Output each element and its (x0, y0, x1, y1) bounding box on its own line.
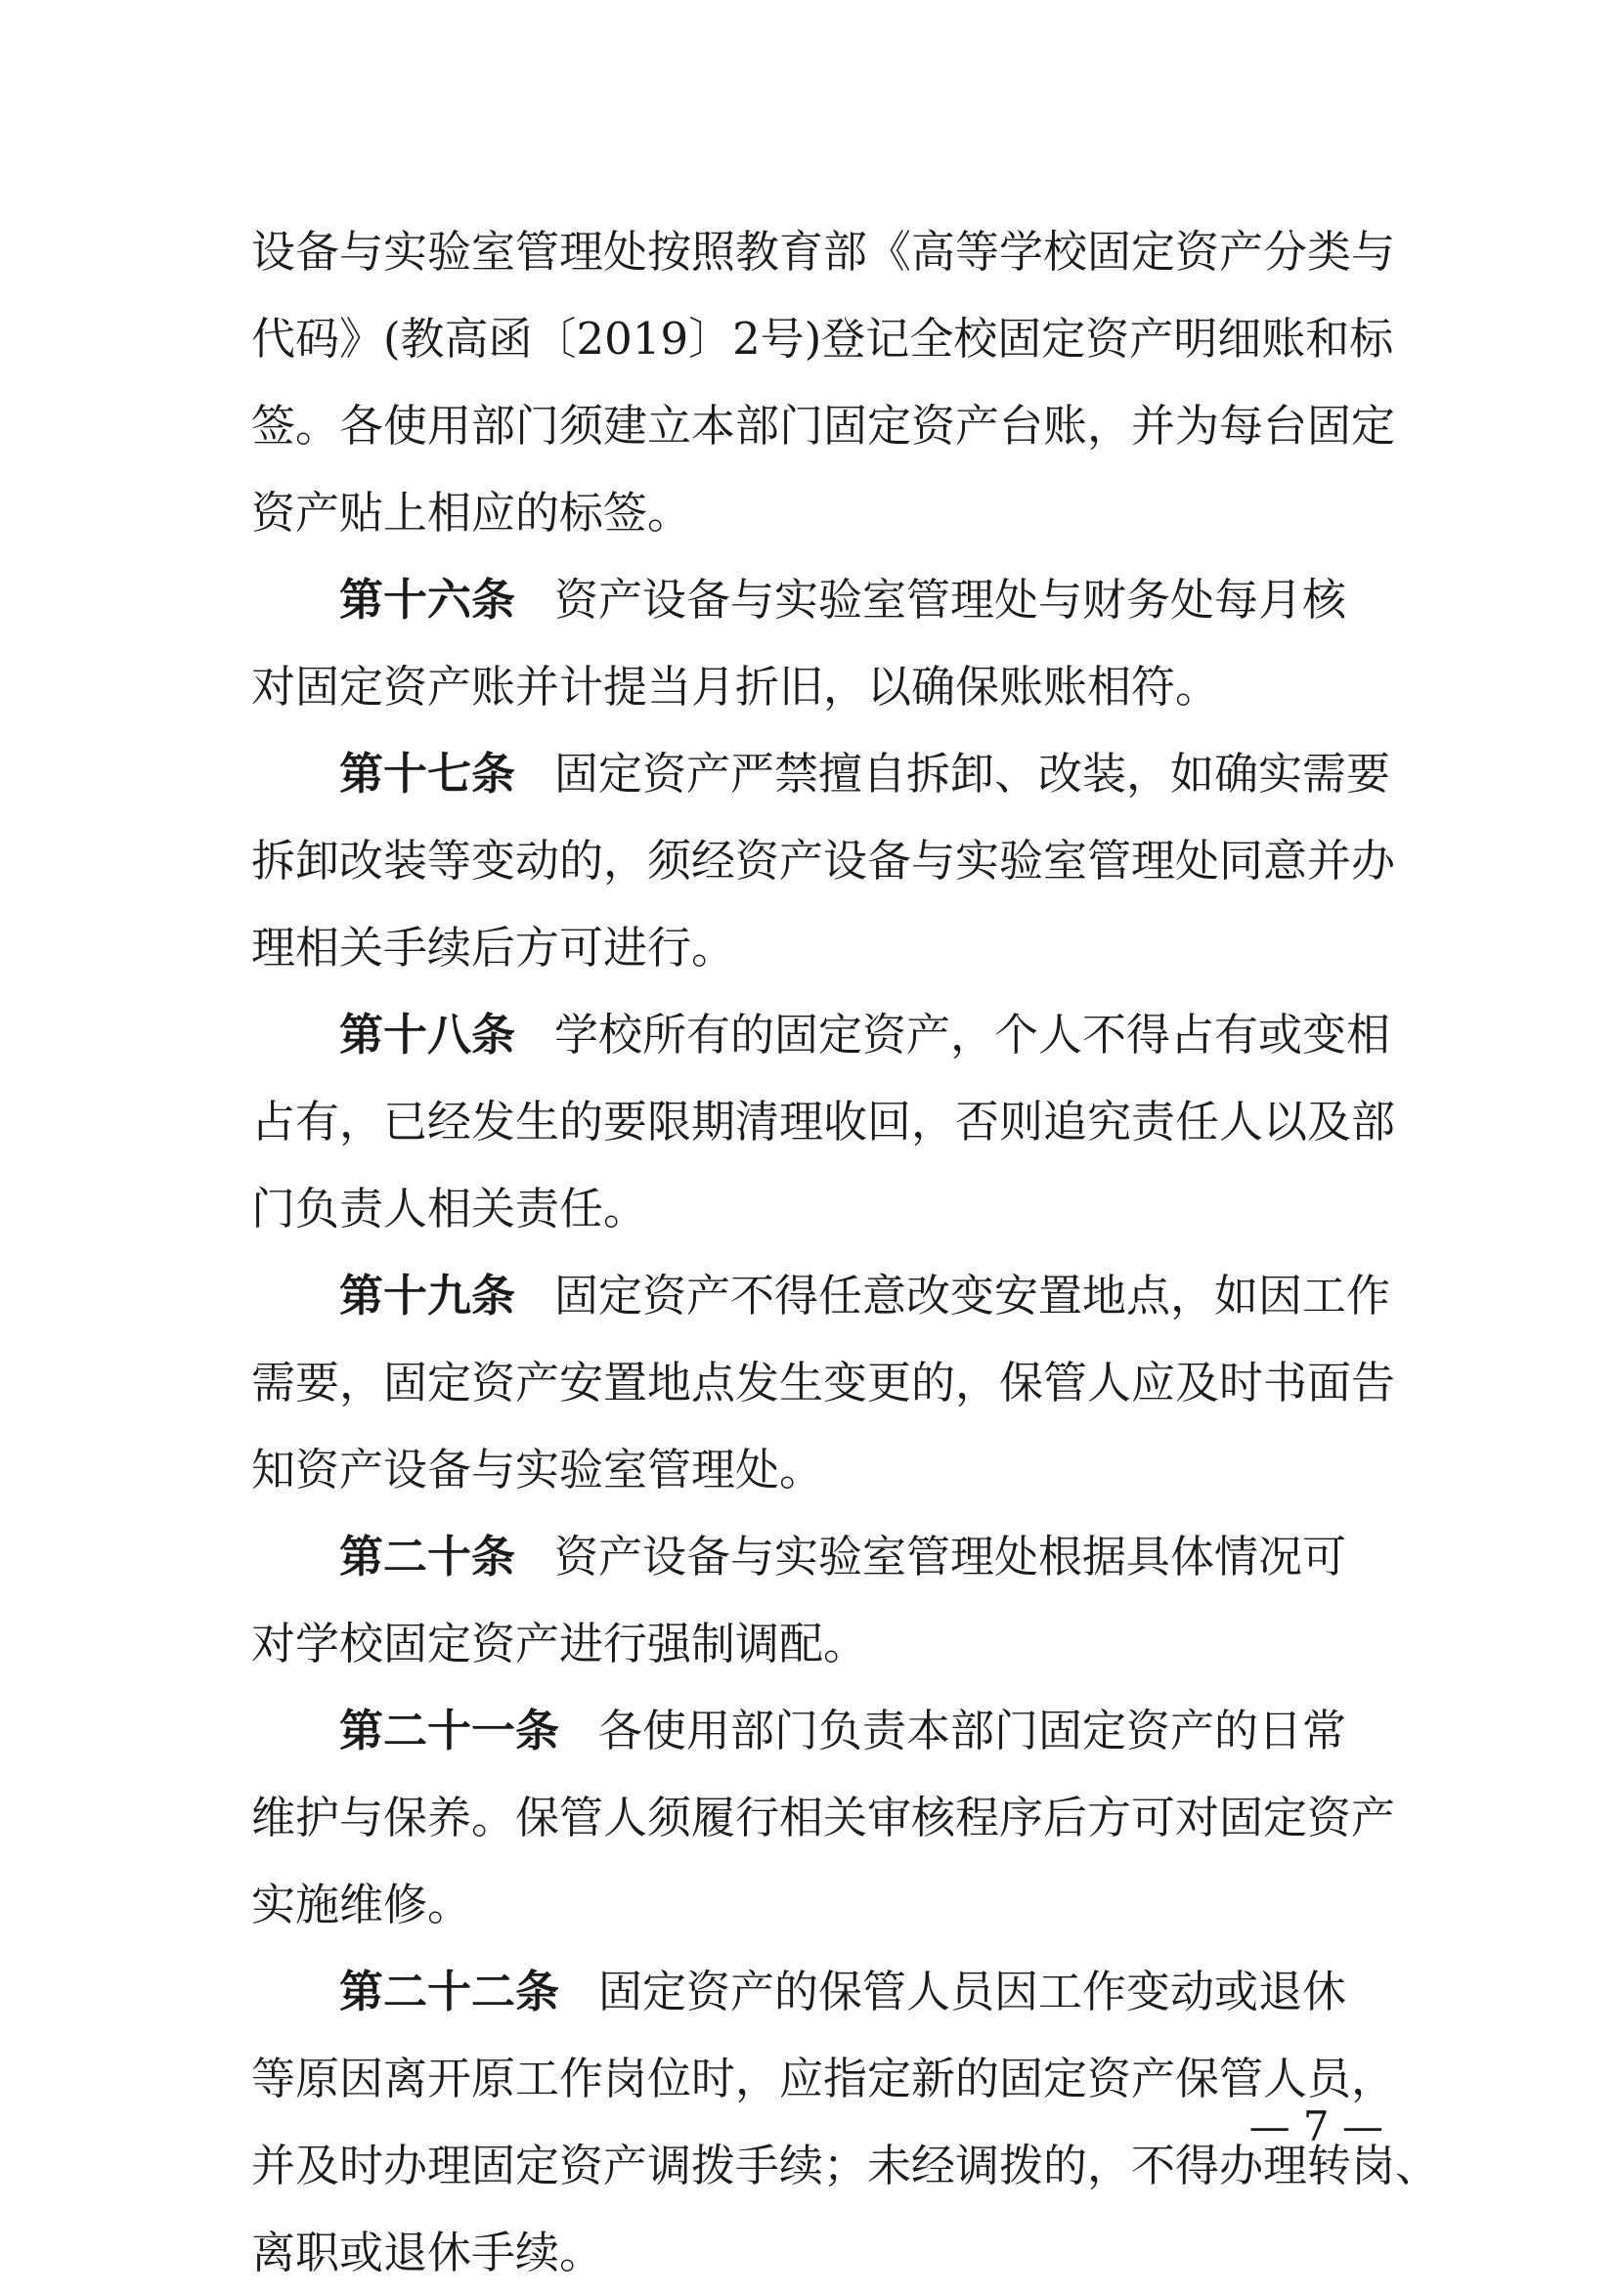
page-number: — 7 — (1248, 2102, 1383, 2150)
line-text: 拆卸改装等变动的，须经资产设备与实验室管理处同意并办 (251, 835, 1396, 887)
line-text: 代码》(教高函〔2019〕2号)登记全校固定资产明细账和标 (251, 313, 1394, 365)
text-line (251, 2122, 1440, 2209)
text-line (251, 643, 1376, 730)
line-text: 并及时办理固定资产调拨手续；未经调拨的，不得办理转岗、 (251, 2140, 1440, 2191)
article-label: 第十八条 (339, 1009, 516, 1061)
article-first-line (339, 1948, 1376, 2035)
line-text: 离职或退休手续。 (251, 2227, 604, 2278)
text-line (251, 1165, 1376, 1252)
text-line (251, 1600, 1376, 1687)
article-label: 第十六条 (339, 574, 516, 626)
line-text: 固定资产的保管人员因工作变动或退休 (598, 1966, 1347, 2017)
text-line (251, 469, 1376, 556)
line-text: 门负责人相关责任。 (251, 1183, 648, 1235)
line-text: 固定资产严禁擅自拆卸、改装，如确实需要 (554, 748, 1391, 800)
line-text: 资产贴上相应的标签。 (251, 487, 692, 539)
line-text: 需要，固定资产安置地点发生变更的，保管人应及时书面告 (251, 1357, 1396, 1408)
line-text: 理相关手续后方可进行。 (251, 922, 736, 974)
line-text: 占有，已经发生的要限期清理收回，否则追究责任人以及部 (251, 1096, 1396, 1148)
line-text: 设备与实验室管理处按照教育部《高等学校固定资产分类与 (251, 226, 1396, 278)
line-text: 资产设备与实验室管理处与财务处每月核 (554, 574, 1347, 626)
article-first-line (339, 1513, 1376, 1600)
article-first-line (339, 1252, 1391, 1339)
line-text: 对固定资产账并计提当月折旧，以确保账账相符。 (251, 661, 1220, 713)
text-line (251, 295, 1394, 382)
article-first-line (339, 730, 1391, 817)
line-text: 知资产设备与实验室管理处。 (251, 1444, 824, 1495)
article-first-line (339, 991, 1391, 1078)
text-line (251, 382, 1396, 469)
article-label: 第二十二条 (339, 1966, 560, 2017)
document-body (251, 208, 1440, 2296)
line-text: 维护与保养。保管人须履行相关审核程序后方可对固定资产 (251, 1792, 1396, 1843)
article-label: 第十七条 (339, 748, 516, 800)
text-line (251, 1339, 1396, 1426)
article-label: 第二十条 (339, 1531, 516, 1582)
line-text: 资产设备与实验室管理处根据具体情况可 (554, 1531, 1347, 1582)
article-label: 第十九条 (339, 1270, 516, 1321)
text-line (251, 817, 1396, 904)
text-line (251, 1078, 1396, 1165)
article-first-line (339, 1687, 1376, 1774)
line-text: 实施维修。 (251, 1879, 472, 1930)
article-label: 第二十一条 (339, 1705, 560, 1756)
text-line (251, 904, 1376, 991)
article-first-line (339, 556, 1376, 643)
line-text: 签。各使用部门须建立本部门固定资产台账，并为每台固定 (251, 400, 1396, 452)
line-text: 固定资产不得任意改变安置地点，如因工作 (554, 1270, 1391, 1321)
text-line (251, 1774, 1396, 1861)
text-line (251, 2035, 1396, 2122)
text-line (251, 208, 1396, 295)
line-text: 等原因离开原工作岗位时，应指定新的固定资产保管人员， (251, 2053, 1396, 2104)
text-line (251, 2209, 1376, 2296)
line-text: 学校所有的固定资产，个人不得占有或变相 (554, 1009, 1391, 1061)
line-text: 各使用部门负责本部门固定资产的日常 (598, 1705, 1347, 1756)
line-text: 对学校固定资产进行强制调配。 (251, 1618, 868, 1669)
text-line (251, 1861, 1376, 1948)
text-line (251, 1426, 1376, 1513)
